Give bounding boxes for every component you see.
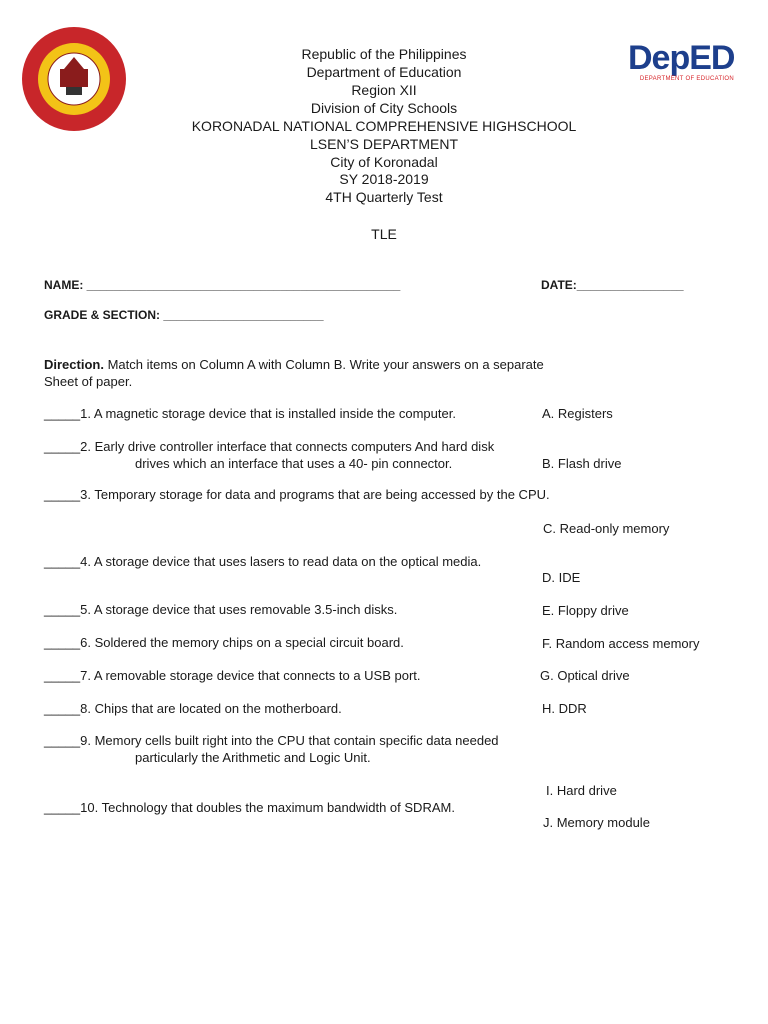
answer-e: E. Floppy drive xyxy=(542,603,629,618)
answer-h: H. DDR xyxy=(542,701,587,716)
answer-a: A. Registers xyxy=(542,406,613,421)
answer-j: J. Memory module xyxy=(543,815,650,830)
answer-b: B. Flash drive xyxy=(542,456,622,471)
question-4: _____4. A storage device that uses lasers to read data on the optical media. xyxy=(44,554,482,569)
question-9-continuation: particularly the Arithmetic and Logic Unit. xyxy=(135,750,371,765)
deped-logo-tagline: DEPARTMENT OF EDUCATION xyxy=(639,76,734,82)
header-line-test: 4TH Quarterly Test xyxy=(325,189,443,205)
header-line-lsen: LSEN’S DEPARTMENT xyxy=(309,136,459,152)
question-5: _____5. A storage device that uses removable 3.5-inch disks. xyxy=(44,602,398,617)
date-field-label: DATE:________________ xyxy=(541,278,684,292)
direction-text: Match items on Column A with Column B. Write your answers on a separate xyxy=(103,357,544,372)
question-8: _____8. Chips that are located on the motherboard. xyxy=(44,701,342,716)
question-3: _____3. Temporary storage for data and programs that are being accessed by the CPU. xyxy=(44,487,550,502)
direction-line-1 xyxy=(44,357,544,372)
answer-d: D. IDE xyxy=(542,570,581,585)
answer-f: F. Random access memory xyxy=(542,636,700,651)
answer-g: G. Optical drive xyxy=(540,668,630,683)
direction-line-2: Sheet of paper. xyxy=(44,374,133,389)
answer-i: I. Hard drive xyxy=(546,783,617,798)
question-2: _____2. Early drive controller interface that connects computers And hard disk xyxy=(44,439,495,454)
header-line-republic: Republic of the Philippines xyxy=(301,46,467,62)
question-7: _____7. A removable storage device that connects to a USB port. xyxy=(44,668,421,683)
question-6: _____6. Soldered the memory chips on a special circuit board. xyxy=(44,635,404,650)
header-line-sy: SY 2018-2019 xyxy=(339,171,429,187)
question-9: _____9. Memory cells built right into the CPU that contain specific data needed xyxy=(44,733,499,748)
name-field-label: NAME: _______________________________________________ xyxy=(44,278,401,292)
answer-c: C. Read-only memory xyxy=(543,521,670,536)
subject-title: TLE xyxy=(371,226,397,242)
header-line-department: Department of Education xyxy=(306,64,462,80)
question-2-continuation: drives which an interface that uses a 40- pin connector. xyxy=(135,456,453,471)
deped-logo-word: DepED xyxy=(628,39,735,77)
grade-section-field-label: GRADE & SECTION: ________________________ xyxy=(44,308,324,322)
header-line-division: Division of City Schools xyxy=(310,100,458,116)
header-line-school: KORONADAL NATIONAL COMPREHENSIVE HIGHSCHOOL xyxy=(191,118,577,134)
question-1: _____1. A magnetic storage device that is installed inside the computer. xyxy=(44,406,456,421)
header-line-city: City of Koronadal xyxy=(330,154,438,170)
question-10: _____10. Technology that doubles the maximum bandwidth of SDRAM. xyxy=(44,800,455,815)
header-line-region: Region XII xyxy=(351,82,417,98)
direction-title: Direction. xyxy=(44,357,104,372)
